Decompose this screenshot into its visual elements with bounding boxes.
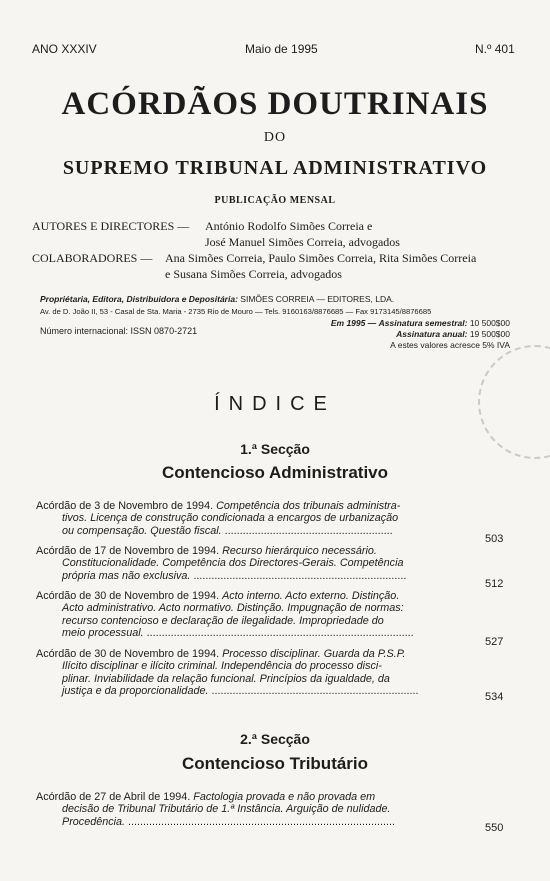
entry-date: Acórdão de 17 de Novembro de 1994.	[36, 545, 220, 557]
subscription-annual	[290, 329, 510, 340]
collaborators-line-2: e Susana Simões Correia, advogados	[165, 267, 342, 281]
index-entry	[36, 545, 456, 582]
entry-subject: Recurso hierárquico necessário.	[222, 545, 377, 557]
entry-date: Acórdão de 27 de Abril de 1994.	[36, 791, 191, 803]
subscription-annual-label: Assinatura anual:	[396, 329, 468, 339]
entry-subject: Processo disciplinar. Guarda da P.S.P.	[222, 648, 406, 660]
entry-subject: Competência dos tribunais administra-	[216, 500, 401, 512]
subscription-semester-value: 10 500$00	[469, 318, 510, 328]
entry-subject: tivos. Licença de construção condicionada a encargos de urbanização	[62, 512, 399, 525]
publisher-name: SIMÕES CORREIA — EDITORES, LDA.	[240, 294, 395, 304]
authors-line-2: José Manuel Simões Correia, advogados	[205, 235, 400, 249]
collaborators-label: COLABORADORES —	[32, 251, 153, 265]
section-1-name: Contencioso Administrativo	[161, 463, 389, 482]
section-2-name: Contencioso Tributário	[181, 754, 369, 773]
subscription-semester-label: Assinatura semestral:	[378, 318, 468, 328]
subscription-semester	[290, 318, 510, 329]
index-heading: ÍNDICE	[214, 393, 336, 415]
entry-page-number: 534	[485, 691, 504, 703]
subscription-annual-value: 19 500$00	[469, 329, 510, 339]
index-entry	[36, 648, 456, 698]
entry-subject: própria mas não exclusiva.	[62, 569, 191, 582]
subscription-year: Em 1995 —	[330, 318, 377, 328]
leader-dots: .........................................................................................	[128, 815, 396, 828]
volume-label: ANO XXXIV	[32, 42, 97, 56]
entry-page-number: 503	[485, 533, 504, 545]
section-1-number: 1.ª Secção	[240, 441, 310, 457]
index-entry	[36, 500, 456, 537]
authors-label: AUTORES E DIRECTORES —	[32, 219, 190, 233]
publisher-label: Propriétaria, Editora, Distribuidora e Depositária:	[40, 294, 238, 304]
entry-page-number: 512	[485, 578, 504, 590]
entry-subject: Ilícito disciplinar e ilícito criminal. Independência do processo disci-	[62, 660, 382, 673]
entry-date: Acórdão de 3 de Novembro de 1994.	[36, 500, 214, 512]
entry-subject: ou compensação. Questão fiscal.	[62, 524, 222, 537]
entry-subject: meio processual.	[62, 627, 144, 640]
issn-number: Número internacional: ISSN 0870-2721	[40, 326, 198, 336]
leader-dots: .........................................................................................	[146, 627, 414, 640]
entry-date: Acórdão de 30 de Novembro de 1994.	[36, 590, 220, 602]
entry-page-number: 527	[485, 636, 504, 648]
index-entry	[36, 791, 456, 828]
entry-subject: justiça e da proporcionalidade.	[62, 685, 209, 698]
publisher-line	[40, 294, 394, 305]
publisher-address: Av. de D. João II, 53 - Casal de Sta. Maria - 2735 Rio de Mouro — Tels. 9160163/8876685 — Fax 9173145/8876685	[40, 307, 432, 316]
publication-frequency: PUBLICAÇÃO MENSAL	[214, 195, 336, 206]
court-name: SUPREMO TRIBUNAL ADMINISTRATIVO	[62, 157, 488, 179]
leader-dots: .......................................................................	[193, 569, 407, 582]
entry-subject: Acto administrativo. Acto normativo. Distinção. Impugnação de normas:	[62, 602, 404, 615]
entry-page-number: 550	[485, 822, 504, 834]
entry-subject: Acto interno. Acto externo. Distinção.	[222, 590, 400, 602]
entry-subject: Factologia provada e não provada em	[193, 791, 376, 803]
entry-subject: decisão de Tribunal Tributário de 1.ª Instância. Arguição de nulidade.	[62, 803, 391, 816]
leader-dots: .....................................................................	[211, 685, 419, 698]
title-connector: DO	[263, 130, 287, 145]
leader-dots: ........................................................	[224, 524, 393, 537]
entry-subject: plinar. Inviabilidade da relação funcional. Princípios da igualdade, da	[62, 672, 390, 685]
journal-title: ACÓRDÃOS DOUTRINAIS	[61, 86, 489, 122]
section-2-number: 2.ª Secção	[240, 731, 310, 747]
entry-date: Acórdão de 30 de Novembro de 1994.	[36, 648, 220, 660]
issue-date: Maio de 1995	[245, 42, 318, 56]
index-entry	[36, 590, 456, 640]
entry-subject: recurso contencioso e declaração de ilegalidade. Impropriedade do	[62, 614, 384, 627]
collaborators-line-1: Ana Simões Correia, Paulo Simões Correia, Rita Simões Correia	[165, 251, 477, 265]
vat-note: A estes valores acresce 5% IVA	[390, 340, 510, 350]
entry-subject: Constitucionalidade. Competência dos Directores-Gerais. Competência	[62, 557, 404, 570]
authors-line-1: António Rodolfo Simões Correia e	[205, 219, 373, 233]
entry-subject: Procedência.	[62, 815, 126, 828]
issue-number: N.º 401	[475, 42, 515, 56]
